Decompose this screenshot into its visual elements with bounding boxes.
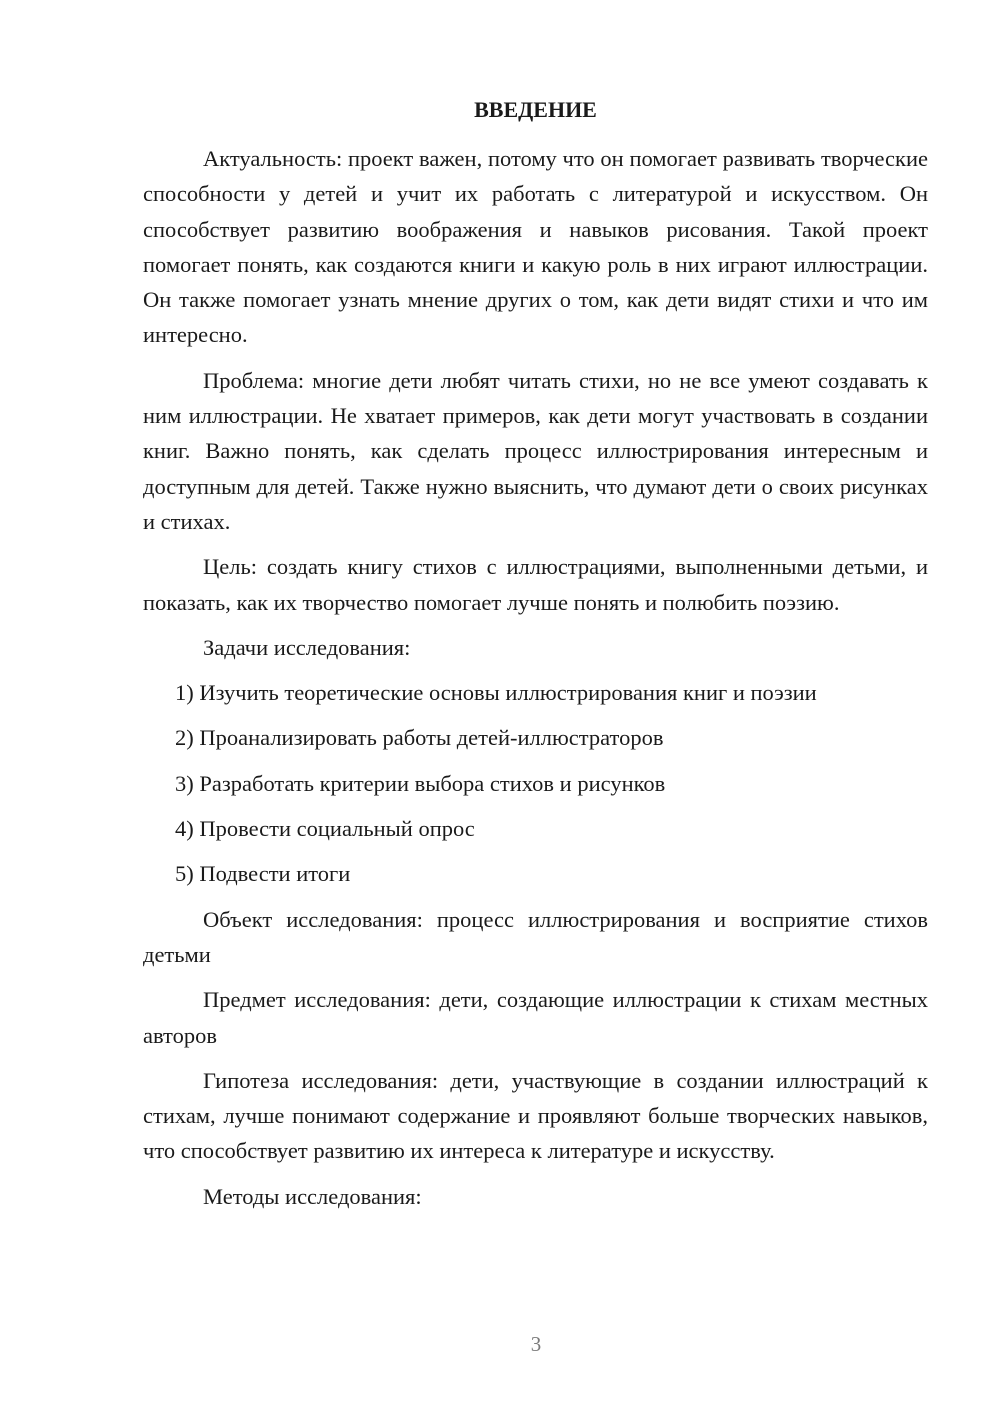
methods-paragraph: Методы исследования: [203, 1183, 422, 1209]
list-item: 3) Разработать критерии выбора стихов и рисунков [175, 770, 666, 796]
page-content [143, 92, 928, 1224]
page-number: 3 [530, 1332, 542, 1356]
subject-paragraph: Предмет исследования: дети, создающие иллюстрации к стихам местных авторов [143, 987, 928, 1048]
goal-paragraph: Цель: создать книгу стихов с иллюстрациями, выполненными детьми, и показать, как их творчество помогает лучше понять и полюбить поэзию. [143, 554, 928, 615]
list-item: 1) Изучить теоретические основы иллюстрирования книг и поэзии [175, 680, 817, 706]
list-item: 4) Провести социальный опрос [175, 816, 475, 842]
list-item: 5) Подвести итоги [175, 861, 351, 887]
section-heading: ВВЕДЕНИЕ [474, 97, 597, 122]
tasks-label: Задачи исследования: [203, 634, 411, 660]
hypothesis-paragraph: Гипотеза исследования: дети, участвующие в создании иллюстраций к стихам, лучше понимают содержание и проявляют больше творческих навыков, что способствует развитию их интереса к литературе и искусству. [143, 1067, 928, 1164]
tasks-list [143, 675, 928, 891]
relevance-paragraph: Актуальность: проект важен, потому что он помогает развивать творческие способности у детей и учит их работать с литературой и искусством. Он способствует развитию воображения и навыков рисования. Такой проект помогает понять, как создаются книги и какую роль в них играют иллюстрации. Он также помогает узнать мнение других о том, как дети видят стихи и что им интересно. [143, 146, 928, 348]
list-item: 2) Проанализировать работы детей-иллюстраторов [175, 725, 664, 751]
object-paragraph: Объект исследования: процесс иллюстрирования и восприятие стихов детьми [143, 906, 928, 967]
problem-paragraph: Проблема: многие дети любят читать стихи, но не все умеют создавать к ним иллюстрации. Не хватает примеров, как дети могут участвовать в создании книг. Важно понять, как сделать процесс иллюстрирования интересным и доступным для детей. Также нужно выяснить, что думают дети о своих рисунках и стихах. [143, 367, 928, 534]
